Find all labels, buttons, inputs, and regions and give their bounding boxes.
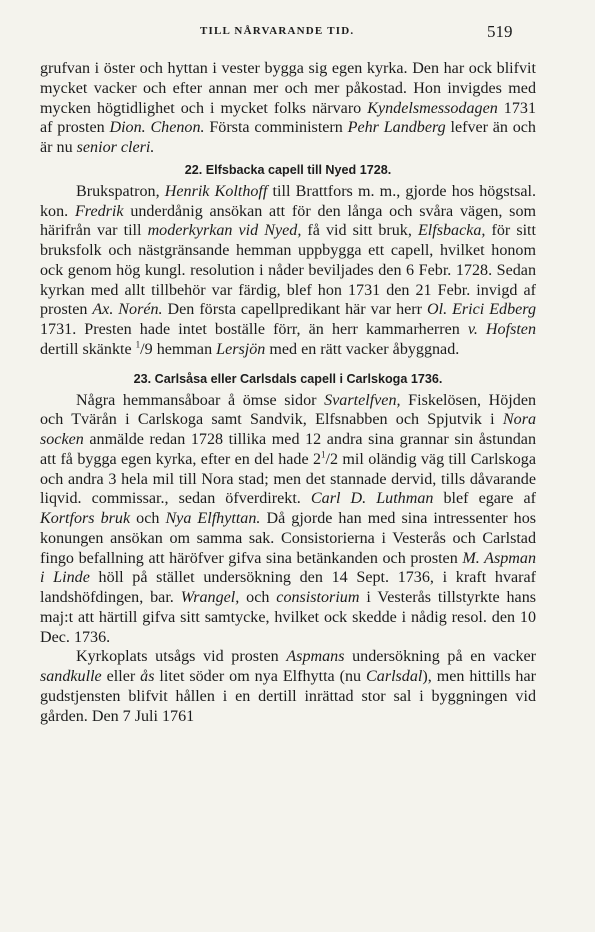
paragraph-kyrkoplats: Kyrkoplats utsågs vid prosten Aspmans undersökning på en vacker sandkulle eller ås litet söder om nya Elfhytta (nu Carlsdal), men hittills har gudstjensten blifvit hållen i en dertill inrättad stor sal i byggningen vid gården. Den 7 Juli 1761 [40, 648, 536, 725]
paragraph-elfsbacka: Brukspatron, Henrik Kolthoff till Brattfors m. m., gjorde hos högstsal. kon. Fredrik underdånig ansökan att för den långa och svåra vägen, som härifrån var till moderkyrkan vid Nyed, få vid sitt bruk, Elfsbacka, för sitt bruksfolk och nästgränsande hemman uppbygga ett capell, hvilket honom ock genom hög kungl. resolution i nåder beviljades den 6 Febr. 1728. Sedan kyrkan med allt tillbehör var färdig, blef hon 1731 den 21 Febr. invigd af prosten Ax. Norén. Den första capellpredikant här var herr Ol. Erici Edberg 1731. Presten hade intet boställe förr, än herr kammarherren v. Hofsten dertill skänkte $^1$/9 hemman Lersjön med en rätt vacker åbyggnad. [40, 182, 537, 358]
body-text [40, 59, 536, 726]
page-number: 519 [487, 22, 513, 41]
section-heading-22: 22. Elfsbacka capell till Nyed 1728. [184, 162, 392, 177]
section-heading-23: 23. Carlsåsa eller Carlsdals capell i Carlskoga 1736. [133, 371, 443, 386]
page-header [0, 22, 595, 42]
paragraph-carlsasa: Några hemmansåboar å ömse sidor Svartelfven, Fiskelösen, Höjden och Tvärån i Carlskoga samt Sandvik, Elfsnabben och Spjutvik i Nora socken anmälde redan 1728 tillika med 12 andra sina grannar sin åstundan att få bygga egen kyrka, efter en del hade $2^1/2$ mil oländig väg till Carlskoga och andra 3 hela mil till Nora stad; men det stannade dervid, tills dåvarande liqvid. commissar., sedan öfverdirekt. Carl D. Luthman blef egare af Kortfors bruk och Nya Elfhyttan. Då gjorde han med sina intressenter hos konungen ansökan om samma sak. Consistorierna i Vesterås och Carlstad fingo befallning att häröfver gifva sina betänkanden och prosten M. Aspman i Linde höll på stället undersökning den 14 Sept. 1736, i kraft hvaraf landshöfdingen, bar. Wrangel, och consistorium i Vesterås tillstyrkte hans maj:t att härtill gifva sitt samtycke, hvilket ock skedde i nådig resol. den 10 Dec. 1736. [40, 391, 537, 646]
running-title: TILL NÅRVARANDE TID. [200, 25, 355, 37]
paragraph-continuation: grufvan i öster och hyttan i vester bygga sig egen kyrka. Den har ock blifvit mycket vacker och efter annan mer och mer påkostad. Hon invigdes med mycken högtidlighet och i mycket folks närvaro Kyndelsmessodagen 1731 af prosten Dion. Chenon. Första comministern Pehr Landberg lefver än och är nu senior cleri. [40, 60, 536, 156]
